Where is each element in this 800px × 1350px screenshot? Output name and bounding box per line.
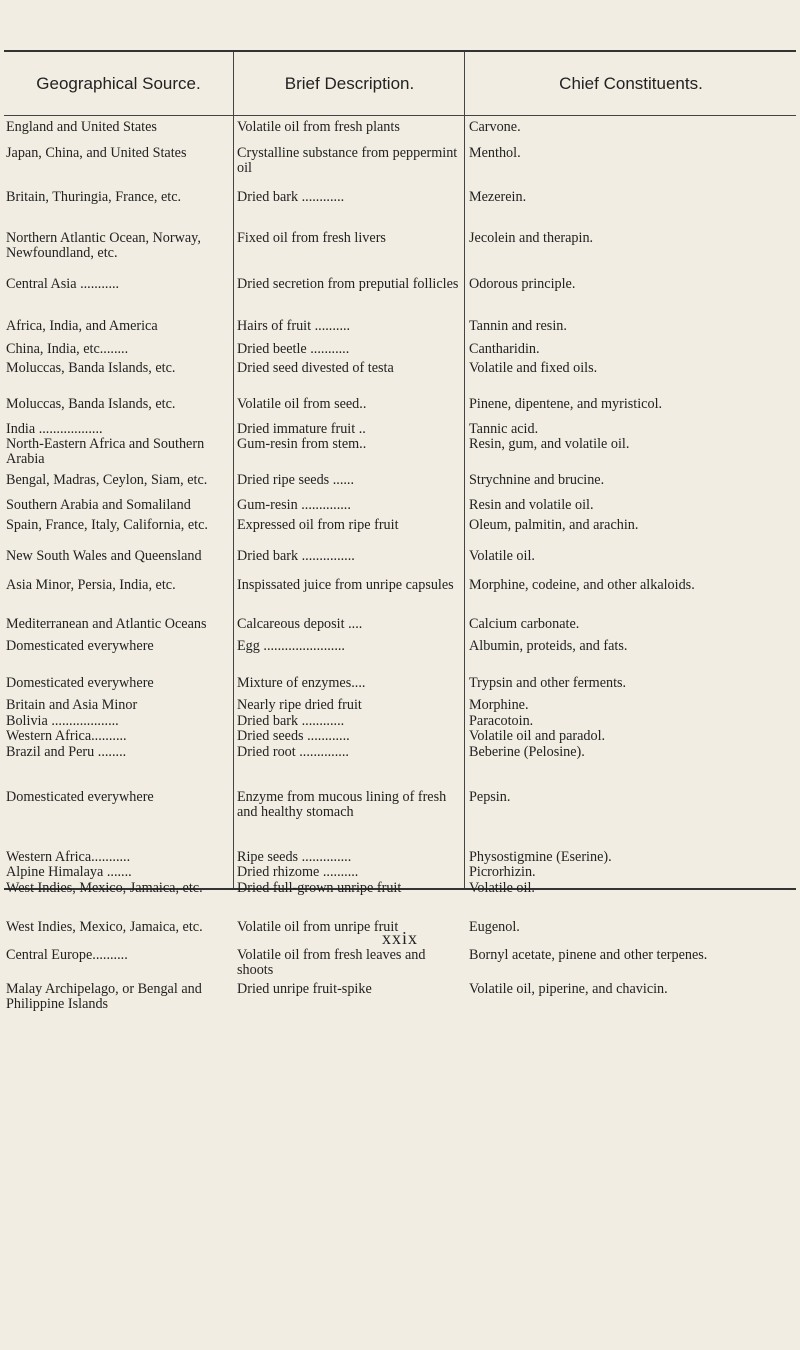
constituents-cell: Morphine.: [469, 697, 529, 713]
source-cell: West Indies, Mexico, Jamaica, etc.: [6, 880, 203, 896]
description-cell: Expressed oil from ripe fruit: [237, 517, 399, 533]
description-cell: Inspissated juice from unripe capsules: [237, 577, 454, 593]
description-cell: Dried root ..............: [237, 744, 349, 760]
constituents-cell: Jecolein and therapin.: [469, 230, 594, 246]
constituents-cell: Physostigmine (Eserine).: [469, 849, 612, 865]
description-cell: Ripe seeds ..............: [237, 849, 352, 865]
description-cell: Crystalline substance from peppermint oil: [237, 145, 458, 176]
constituents-cell: Odorous principle.: [469, 276, 576, 292]
page-number: xxix: [381, 928, 418, 948]
constituents-cell: Carvone.: [469, 119, 521, 135]
constituents-cell: Eugenol.: [469, 919, 520, 935]
constituents-cell: Bornyl acetate, pinene and other terpenes.: [469, 947, 708, 963]
description-cell: Dried ripe seeds ......: [237, 472, 355, 488]
source-cell: Spain, France, Italy, California, etc.: [6, 517, 208, 533]
description-cell: Fixed oil from fresh livers: [237, 230, 386, 246]
source-cell: Bolivia ...................: [6, 713, 119, 729]
header-constituents: Chief Constituents.: [559, 74, 703, 93]
source-cell: Southern Arabia and Somaliland: [6, 497, 191, 513]
description-cell: Volatile oil from fresh plants: [237, 119, 400, 135]
description-cell: Volatile oil from unripe fruit: [237, 919, 399, 935]
description-cell: Dried secretion from preputial follicles: [237, 276, 459, 292]
source-cell: Bengal, Madras, Ceylon, Siam, etc.: [6, 472, 208, 488]
source-cell: Central Asia ...........: [6, 276, 120, 292]
header-rule: [4, 115, 796, 116]
source-cell: Moluccas, Banda Islands, etc.: [6, 396, 176, 412]
description-cell: Dried seeds ............: [237, 728, 350, 744]
description-cell: Enzyme from mucous lining of fresh and healthy stomach: [237, 789, 447, 820]
description-cell: Hairs of fruit ..........: [237, 318, 351, 334]
constituents-cell: Oleum, palmitin, and arachin.: [469, 517, 639, 533]
description-cell: Calcareous deposit ....: [237, 616, 363, 632]
source-cell: Central Europe..........: [6, 947, 128, 963]
description-cell: Dried full-grown unripe fruit: [237, 880, 402, 896]
constituents-cell: Volatile oil.: [469, 880, 535, 896]
constituents-cell: Beberine (Pelosine).: [469, 744, 585, 760]
constituents-cell: Tannic acid.: [469, 421, 539, 437]
constituents-cell: Pinene, dipentene, and myristicol.: [469, 396, 663, 412]
constituents-cell: Morphine, codeine, and other alkaloids.: [469, 577, 695, 593]
constituents-cell: Mezerein.: [469, 189, 527, 205]
constituents-cell: Paracotoin.: [469, 713, 534, 729]
column-divider: [233, 52, 234, 888]
constituents-cell: Calcium carbonate.: [469, 616, 580, 632]
constituents-cell: Volatile and fixed oils.: [469, 360, 598, 376]
source-cell: Britain, Thuringia, France, etc.: [6, 189, 182, 205]
source-cell: Mediterranean and Atlantic Oceans: [6, 616, 207, 632]
source-cell: Western Africa..........: [6, 728, 127, 744]
constituents-cell: Resin, gum, and volatile oil.: [469, 436, 630, 452]
description-cell: Volatile oil from seed..: [237, 396, 367, 412]
constituents-cell: Tannin and resin.: [469, 318, 567, 334]
source-cell: Asia Minor, Persia, India, etc.: [6, 577, 176, 593]
source-cell: New South Wales and Queensland: [6, 548, 202, 564]
source-cell: China, India, etc........: [6, 341, 129, 357]
constituents-cell: Picrorhizin.: [469, 864, 536, 880]
description-cell: Nearly ripe dried fruit: [237, 697, 362, 713]
constituents-cell: Resin and volatile oil.: [469, 497, 594, 513]
constituents-cell: Strychnine and brucine.: [469, 472, 605, 488]
constituents-cell: Volatile oil, piperine, and chavicin.: [469, 981, 668, 997]
source-cell: Moluccas, Banda Islands, etc.: [6, 360, 176, 376]
description-cell: Dried bark ............: [237, 713, 345, 729]
description-cell: Mixture of enzymes....: [237, 675, 366, 691]
description-cell: Volatile oil from fresh leaves and shoots: [237, 947, 426, 978]
description-cell: Dried seed divested of testa: [237, 360, 394, 376]
constituents-cell: Menthol.: [469, 145, 521, 161]
description-cell: Dried immature fruit ..: [237, 421, 366, 437]
description-cell: Dried beetle ...........: [237, 341, 350, 357]
source-cell: Britain and Asia Minor: [6, 697, 138, 713]
description-cell: Gum-resin ..............: [237, 497, 351, 513]
source-cell: West Indies, Mexico, Jamaica, etc.: [6, 919, 203, 935]
constituents-cell: Trypsin and other ferments.: [469, 675, 627, 691]
constituents-cell: Volatile oil and paradol.: [469, 728, 606, 744]
source-cell: Domesticated everywhere: [6, 789, 154, 805]
description-cell: Egg .......................: [237, 638, 345, 654]
source-cell: Alpine Himalaya .......: [6, 864, 132, 880]
source-cell: Africa, India, and America: [6, 318, 158, 334]
top-rule: [4, 50, 796, 52]
source-cell: Western Africa...........: [6, 849, 131, 865]
constituents-cell: Volatile oil.: [469, 548, 535, 564]
description-cell: Dried bark ...............: [237, 548, 355, 564]
constituents-cell: Pepsin.: [469, 789, 511, 805]
source-cell: Domesticated everywhere: [6, 675, 154, 691]
column-divider: [464, 52, 465, 888]
constituents-cell: Albumin, proteids, and fats.: [469, 638, 628, 654]
description-cell: Gum-resin from stem..: [237, 436, 367, 452]
source-cell: Brazil and Peru ........: [6, 744, 127, 760]
source-cell: Japan, China, and United States: [6, 145, 187, 161]
source-cell: Malay Archipelago, or Bengal and Philippine Islands: [6, 981, 202, 1012]
description-cell: Dried rhizome ..........: [237, 864, 359, 880]
description-cell: Dried unripe fruit-spike: [237, 981, 372, 997]
source-cell: Northern Atlantic Ocean, Norway, Newfoundland, etc.: [6, 230, 201, 261]
header-source: Geographical Source.: [36, 74, 201, 93]
description-cell: Dried bark ............: [237, 189, 345, 205]
source-cell: Domesticated everywhere: [6, 638, 154, 654]
source-cell: India ..................: [6, 421, 103, 437]
constituents-cell: Cantharidin.: [469, 341, 540, 357]
source-cell: North-Eastern Africa and Southern Arabia: [6, 436, 205, 467]
header-description: Brief Description.: [284, 74, 415, 93]
source-cell: England and United States: [6, 119, 157, 135]
